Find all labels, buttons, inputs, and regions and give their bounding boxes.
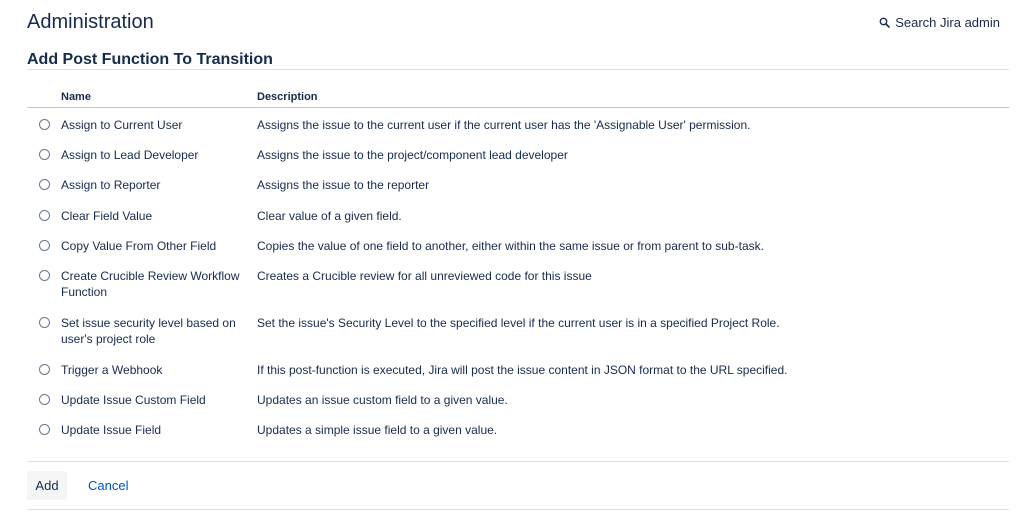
post-function-name: Assign to Lead Developer	[61, 148, 199, 163]
post-function-radio[interactable]	[39, 240, 50, 251]
post-function-name: Clear Field Value	[61, 208, 153, 223]
table-bottom-divider	[27, 461, 1009, 462]
post-function-description: Updates an issue custom field to a given value.	[257, 393, 508, 408]
post-function-name: Copy Value From Other Field	[61, 238, 217, 253]
table-row[interactable]	[27, 138, 1009, 168]
search-jira-admin-label: Search Jira admin	[895, 15, 1000, 30]
post-function-radio[interactable]	[39, 149, 50, 160]
post-function-radio[interactable]	[39, 210, 50, 221]
post-function-description: Creates a Crucible review for all unreviewed code for this issue	[257, 268, 592, 283]
post-function-description: Assigns the issue to the project/component lead developer	[257, 148, 568, 163]
post-function-radio[interactable]	[39, 394, 50, 405]
search-icon	[879, 17, 890, 28]
post-function-description: Assigns the issue to the reporter	[257, 178, 430, 193]
post-function-name: Set issue security level based on user's project role	[61, 315, 236, 347]
search-jira-admin-link[interactable]	[879, 15, 1000, 30]
post-function-description: Copies the value of one field to another, either within the same issue or from parent to sub-task.	[257, 238, 764, 253]
table-row[interactable]	[27, 413, 1009, 443]
post-function-description: Updates a simple issue field to a given value.	[257, 423, 498, 438]
post-function-list	[27, 108, 1009, 444]
table-row[interactable]	[27, 108, 1009, 138]
post-function-name: Assign to Reporter	[61, 178, 161, 193]
post-function-description: Set the issue's Security Level to the specified level if the current user is in a specified Project Role.	[257, 315, 780, 330]
section-divider	[27, 69, 1009, 70]
post-function-radio[interactable]	[39, 317, 50, 328]
section-title: Add Post Function To Transition	[27, 51, 273, 68]
post-function-description: If this post-function is executed, Jira will post the issue content in JSON format to the URL specified.	[257, 362, 788, 377]
add-button[interactable]: Add	[27, 471, 67, 500]
table-row[interactable]	[27, 306, 1009, 353]
footer-divider	[27, 509, 1009, 510]
post-function-radio[interactable]	[39, 270, 50, 281]
post-function-radio[interactable]	[39, 364, 50, 375]
post-function-description: Assigns the issue to the current user if the current user has the 'Assignable User' permission.	[257, 118, 751, 132]
page-title: Administration	[27, 11, 154, 33]
table-row[interactable]	[27, 168, 1009, 198]
post-function-name: Trigger a Webhook	[61, 362, 163, 377]
post-function-radio[interactable]	[39, 179, 50, 190]
post-function-description: Clear value of a given field.	[257, 208, 402, 223]
column-header-name: Name	[61, 91, 91, 103]
post-function-name: Update Issue Field	[61, 423, 162, 438]
table-row[interactable]	[27, 229, 1009, 259]
post-function-name: Assign to Current User	[61, 118, 183, 132]
post-function-name: Update Issue Custom Field	[61, 393, 206, 408]
post-function-radio[interactable]	[39, 424, 50, 435]
table-row[interactable]	[27, 199, 1009, 229]
table-row[interactable]	[27, 353, 1009, 383]
table-row[interactable]	[27, 383, 1009, 413]
table-row[interactable]	[27, 259, 1009, 306]
post-function-name: Create Crucible Review Workflow Function	[61, 268, 240, 300]
cancel-link[interactable]: Cancel	[88, 478, 129, 493]
post-function-radio[interactable]	[39, 119, 50, 130]
column-header-description: Description	[257, 91, 318, 103]
